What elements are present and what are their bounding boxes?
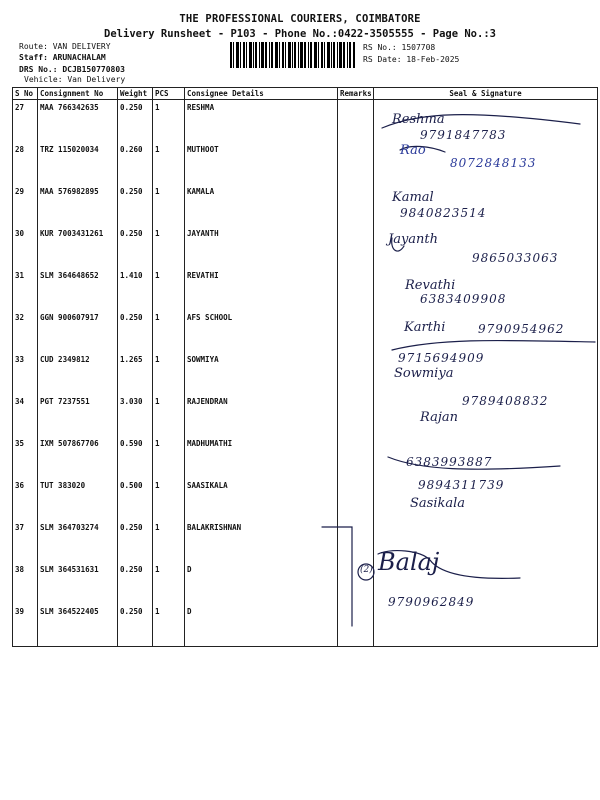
consignment-cell: SLM 364648652 xyxy=(38,268,118,310)
sno-cell: 32 xyxy=(13,310,38,352)
signature-31-name: Revathi xyxy=(405,278,456,293)
drs-number: DRS No.: DCJB150770803 xyxy=(19,65,125,74)
consignment-cell: IXM 507867706 xyxy=(38,436,118,478)
weight-cell: 0.260 xyxy=(118,142,153,184)
consignee-cell: RAJENDRAN xyxy=(185,394,338,436)
consignment-cell: MAA 766342635 xyxy=(38,100,118,143)
sno-cell: 28 xyxy=(13,142,38,184)
pcs-cell: 1 xyxy=(153,604,185,647)
consignee-cell: AFS SCHOOL xyxy=(185,310,338,352)
weight-cell: 1.265 xyxy=(118,352,153,394)
weight-cell: 3.030 xyxy=(118,394,153,436)
sno-cell: 34 xyxy=(13,394,38,436)
signature-32-name: Karthi xyxy=(404,320,446,335)
signature-34-name: Rajan xyxy=(420,410,458,425)
pcs-cell: 1 xyxy=(153,520,185,562)
signature-29-name: Kamal xyxy=(392,190,434,205)
sno-cell: 36 xyxy=(13,478,38,520)
weight-cell: 1.410 xyxy=(118,268,153,310)
sno-cell: 33 xyxy=(13,352,38,394)
consignee-cell: RESHMA xyxy=(185,100,338,143)
consignee-cell: REVATHI xyxy=(185,268,338,310)
weight-cell: 0.250 xyxy=(118,562,153,604)
col-header-remarks: Remarks xyxy=(338,88,374,100)
weight-cell: 0.250 xyxy=(118,226,153,268)
consignee-cell: SAASIKALA xyxy=(185,478,338,520)
signature-31-number: 6383409908 xyxy=(420,292,507,306)
consignee-cell: MUTHOOT xyxy=(185,142,338,184)
pcs-cell: 1 xyxy=(153,478,185,520)
consignee-cell: KAMALA xyxy=(185,184,338,226)
sno-cell: 27 xyxy=(13,100,38,143)
signature-35-number: 6383993887 xyxy=(406,455,493,469)
remarks-mark: (2) xyxy=(360,565,373,575)
weight-cell: 0.590 xyxy=(118,436,153,478)
signature-39-number: 9790962849 xyxy=(388,595,475,609)
staff-label: Staff: ARUNACHALAM xyxy=(19,53,106,62)
sno-cell: 38 xyxy=(13,562,38,604)
pcs-cell: 1 xyxy=(153,436,185,478)
weight-cell: 0.250 xyxy=(118,520,153,562)
consignee-cell: JAYANTH xyxy=(185,226,338,268)
consignment-cell: TRZ 115020034 xyxy=(38,142,118,184)
consignment-cell: KUR 7003431261 xyxy=(38,226,118,268)
signature-34-number: 9789408832 xyxy=(462,394,549,408)
col-header-pcs: PCS xyxy=(153,88,185,100)
weight-cell: 0.250 xyxy=(118,184,153,226)
weight-cell: 0.250 xyxy=(118,310,153,352)
consignment-cell: SLM 364703274 xyxy=(38,520,118,562)
consignment-cell: SLM 364531631 xyxy=(38,562,118,604)
col-header-consignment: Consignment No xyxy=(38,88,118,100)
signature-30-name: Jayanth xyxy=(388,232,439,247)
weight-cell: 0.250 xyxy=(118,604,153,647)
signature-27-number: 9791847783 xyxy=(420,128,507,142)
consignment-cell: SLM 364522405 xyxy=(38,604,118,647)
sno-cell: 30 xyxy=(13,226,38,268)
rs-number: RS No.: 1507708 xyxy=(363,43,436,52)
consignment-cell: PGT 7237551 xyxy=(38,394,118,436)
weight-cell: 0.500 xyxy=(118,478,153,520)
company-title: THE PROFESSIONAL COURIERS, COIMBATORE xyxy=(179,13,421,25)
consignee-cell: SOWMIYA xyxy=(185,352,338,394)
signature-27-name: Reshma xyxy=(392,112,445,127)
signature-30-number: 9865033063 xyxy=(472,251,559,265)
consignee-cell: D xyxy=(185,562,338,604)
signature-29-number: 9840823514 xyxy=(400,206,487,220)
sno-cell: 39 xyxy=(13,604,38,647)
sno-cell: 29 xyxy=(13,184,38,226)
consignment-cell: MAA 576982895 xyxy=(38,184,118,226)
signature-33-name: Sowmiya xyxy=(394,366,454,381)
col-header-weight: Weight xyxy=(118,88,153,100)
pcs-cell: 1 xyxy=(153,184,185,226)
pcs-cell: 1 xyxy=(153,562,185,604)
pcs-cell: 1 xyxy=(153,394,185,436)
signature-36-number: 9894311739 xyxy=(418,478,505,492)
col-header-sno: S No xyxy=(13,88,38,100)
consignment-cell: TUT 383020 xyxy=(38,478,118,520)
consignment-cell: GGN 900607917 xyxy=(38,310,118,352)
col-header-signature: Seal & Signature xyxy=(374,88,598,100)
signature-28-number: 8072848133 xyxy=(450,156,537,170)
sno-cell: 37 xyxy=(13,520,38,562)
signature-32-number: 9790954962 xyxy=(478,322,565,336)
signature-28-name: Rao xyxy=(400,143,426,158)
sno-cell: 31 xyxy=(13,268,38,310)
pcs-cell: 1 xyxy=(153,142,185,184)
signature-33-number: 9715694909 xyxy=(398,351,485,365)
pcs-cell: 1 xyxy=(153,226,185,268)
consignee-cell: BALAKRISHNAN xyxy=(185,520,338,562)
sno-cell: 35 xyxy=(13,436,38,478)
vehicle-label: Vehicle: Van Delivery xyxy=(24,75,126,84)
consignee-cell: MADHUMATHI xyxy=(185,436,338,478)
col-header-consignee: Consignee Details xyxy=(185,88,338,100)
consignment-cell: CUD 2349812 xyxy=(38,352,118,394)
pcs-cell: 1 xyxy=(153,352,185,394)
rs-date: RS Date: 18-Feb-2025 xyxy=(363,55,460,64)
pcs-cell: 1 xyxy=(153,100,185,143)
pcs-cell: 1 xyxy=(153,268,185,310)
runsheet-subtitle: Delivery Runsheet - P103 - Phone No.:0422-3505555 - Page No.:3 xyxy=(104,28,496,40)
consignee-cell: D xyxy=(185,604,338,647)
weight-cell: 0.250 xyxy=(118,100,153,143)
route-label: Route: VAN DELIVERY xyxy=(19,42,111,51)
signature-36-name: Sasikala xyxy=(410,496,466,511)
pcs-cell: 1 xyxy=(153,310,185,352)
signature-38-name: Balaj xyxy=(378,548,440,576)
